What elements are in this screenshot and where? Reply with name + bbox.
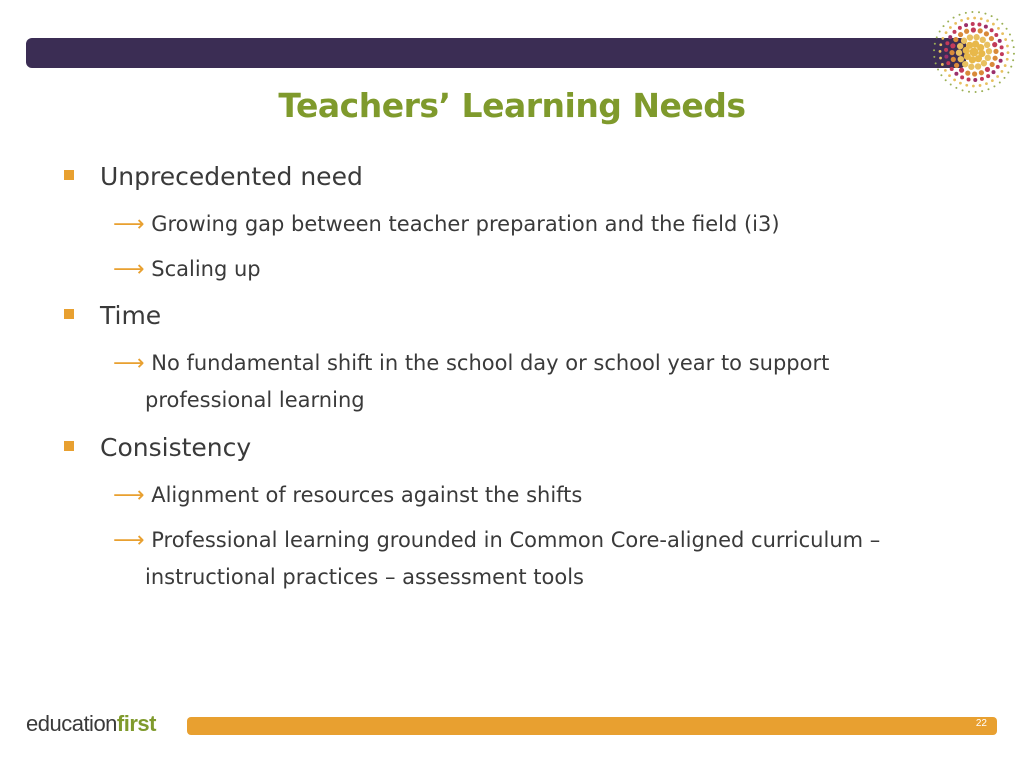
sub-item-text: Alignment of resources against the shifts — [151, 483, 583, 507]
bullet-item: Time — [100, 301, 162, 330]
education-first-logo — [26, 711, 156, 737]
arrow-icon: ⟶ — [113, 351, 145, 376]
bullet-marker — [64, 441, 74, 451]
slide-title: Teachers’ Learning Needs — [278, 86, 746, 125]
arrow-icon: ⟶ — [113, 257, 145, 282]
bullet-marker — [64, 309, 74, 319]
sub-item-text: Growing gap between teacher preparation and the field (i3) — [151, 212, 780, 236]
bullet-item: Unprecedented need — [100, 162, 363, 191]
sub-item-text: Scaling up — [151, 257, 261, 281]
arrow-icon: ⟶ — [113, 528, 145, 553]
sub-item — [113, 251, 945, 288]
footer-bar — [187, 717, 997, 735]
sub-item — [113, 522, 925, 596]
arrow-icon: ⟶ — [113, 212, 145, 237]
sub-item — [113, 345, 925, 419]
logo-text-first: first — [116, 711, 156, 736]
sub-item — [113, 477, 945, 514]
bullet-marker — [64, 170, 74, 180]
page-number: 22 — [975, 718, 987, 729]
logo-text-education: education — [26, 711, 117, 736]
sub-item-text: No fundamental shift in the school day or school year to support professional learning — [145, 351, 830, 412]
arrow-icon: ⟶ — [113, 483, 145, 508]
sub-item-text: Professional learning grounded in Common Core-aligned curriculum – instructional practices – assessment tools — [145, 528, 881, 589]
sub-item — [113, 206, 945, 243]
bullet-item: Consistency — [100, 433, 252, 462]
